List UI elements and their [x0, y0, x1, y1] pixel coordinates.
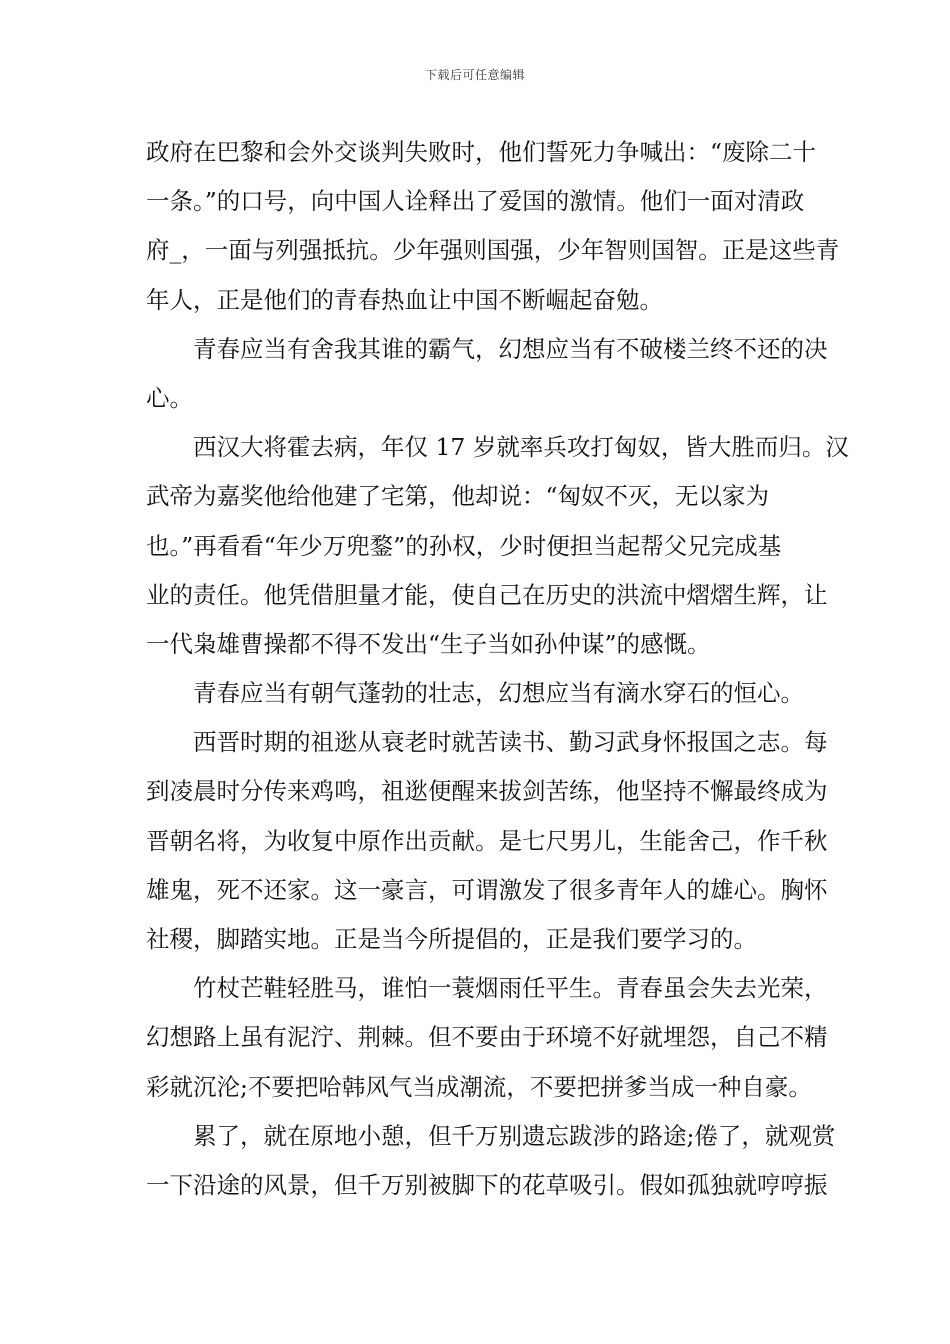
- text-line: 武帝为嘉奖他给他建了宅第，他却说：“匈奴不灭，无以家为: [146, 482, 770, 511]
- text-line: 府_，一面与列强抵抗。少年强则国强，少年智则国智。正是这些青: [146, 236, 840, 265]
- page-header: 下载后可任意编辑: [424, 68, 525, 82]
- text-line: 年人，正是他们的青春热血让中国不断崛起奋勉。: [146, 285, 663, 314]
- text-line: 竹杖芒鞋轻胜马，谁怕一蓑烟雨任平生。青春虽会失去光荣，: [193, 974, 828, 1003]
- body-text: [146, 128, 849, 1210]
- text-line: 彩就沉沦;不要把哈韩风气当成潮流，不要把拼爹当成一种自豪。: [146, 1072, 812, 1101]
- text-line: 也。”再看看“年少万兜鍪”的孙权，少时便担当起帮父兄完成基: [146, 531, 782, 560]
- text-line: 西晋时期的祖逖从衰老时就苦读书、勤习武身怀报国之志。每: [193, 728, 828, 757]
- text-line: 青春应当有朝气蓬勃的壮志，幻想应当有滴水穿石的恒心。: [193, 679, 804, 708]
- text-line: 心。: [146, 383, 193, 412]
- text-line: 政府在巴黎和会外交谈判失败时，他们誓死力争喊出：“废除二十: [146, 138, 817, 166]
- text-line: 到凌晨时分传来鸡鸣，祖逖便醒来拔剑苦练，他坚持不懈最终成为: [146, 777, 828, 806]
- text-line: 一条。”的口号，向中国人诠释出了爱国的激情。他们一面对清政: [146, 187, 805, 216]
- text-line: 一下沿途的风景，但千万别被脚下的花草吸引。假如孤独就哼哼振: [146, 1170, 828, 1199]
- text-line: 业的责任。他凭借胆量才能，使自己在历史的洪流中熠熠生辉，让: [146, 580, 828, 609]
- text-line: 社稷，脚踏实地。正是当今所提倡的，正是我们要学习的。: [146, 925, 757, 953]
- text-line: 雄鬼，死不还家。这一豪言，可谓激发了很多青年人的雄心。胸怀: [146, 875, 828, 904]
- text-line: 晋朝名将，为收复中原作出贡献。是七尺男儿，生能舍己，作千秋: [146, 826, 828, 855]
- text-line: 一代枭雄曹操都不得不发出“生子当如孙仲谋”的感慨。: [146, 629, 711, 658]
- text-line: 西汉大将霍去病，年仅 17 岁就率兵攻打匈奴，皆大胜而归。汉: [193, 433, 849, 462]
- text-line: 幻想路上虽有泥泞、荆棘。但不要由于环境不好就埋怨，自己不精: [146, 1023, 828, 1052]
- text-line: 青春应当有舍我其谁的霸气，幻想应当有不破楼兰终不还的决: [193, 334, 828, 363]
- text-line: 累了，就在原地小憩，但千万别遗忘跋涉的路途;倦了，就观赏: [193, 1121, 836, 1150]
